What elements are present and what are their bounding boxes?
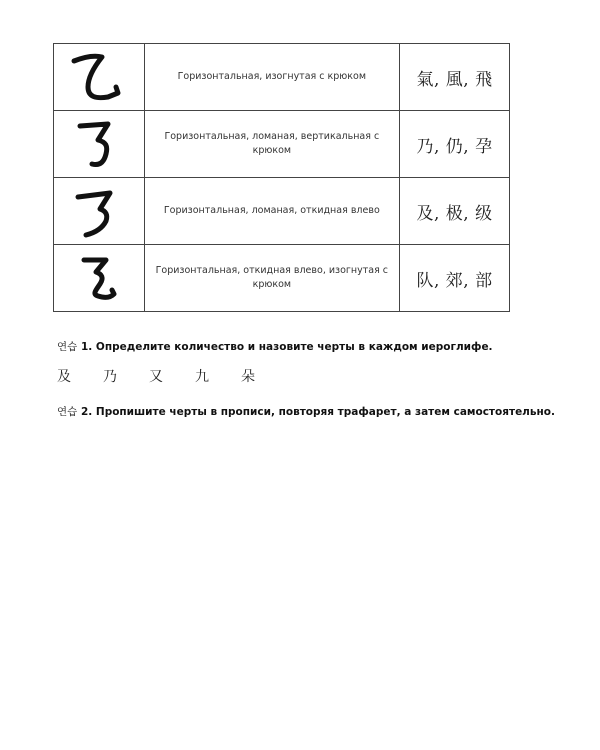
stroke-table bbox=[53, 43, 510, 312]
exercise-1-instruction bbox=[57, 339, 493, 354]
exercise-prefix: 연습 bbox=[57, 341, 78, 353]
exercise-prefix: 연습 bbox=[57, 406, 78, 418]
horizontal-left-falling-curved-hook-stroke-icon bbox=[64, 248, 134, 308]
horizontal-curved-hook-stroke-icon bbox=[64, 47, 134, 107]
stroke-description: Горизонтальная, ломаная, вертикальная с крюком bbox=[144, 111, 399, 178]
stroke-description: Горизонтальная, откидная влево, изогнутая с крюком bbox=[144, 245, 399, 312]
example-characters: 队, 郊, 部 bbox=[400, 245, 510, 312]
stroke-cell bbox=[54, 111, 145, 178]
exercise-2-instruction bbox=[57, 404, 555, 419]
exercise-text: 2. Пропишите черты в прописи, повторяя трафарет, а затем самостоятельно. bbox=[80, 406, 555, 418]
exercise-1-characters bbox=[57, 366, 287, 386]
character: 乃 bbox=[103, 369, 117, 385]
stroke-description: Горизонтальная, ломаная, откидная влево bbox=[144, 178, 399, 245]
character: 及 bbox=[57, 369, 71, 385]
horizontal-broken-left-falling-stroke-icon bbox=[64, 181, 134, 241]
table-row bbox=[54, 111, 510, 178]
table-row bbox=[54, 245, 510, 312]
example-characters: 乃, 仍, 孕 bbox=[400, 111, 510, 178]
exercise-text: 1. Определите количество и назовите черты в каждом иероглифе. bbox=[80, 341, 493, 353]
stroke-description: Горизонтальная, изогнутая с крюком bbox=[144, 44, 399, 111]
horizontal-broken-vertical-hook-stroke-icon bbox=[64, 114, 134, 174]
stroke-cell bbox=[54, 178, 145, 245]
character: 又 bbox=[149, 369, 163, 385]
table-row bbox=[54, 178, 510, 245]
stroke-cell bbox=[54, 44, 145, 111]
character: 朵 bbox=[241, 369, 255, 385]
example-characters: 氣, 風, 飛 bbox=[400, 44, 510, 111]
character: 九 bbox=[195, 369, 209, 385]
stroke-cell bbox=[54, 245, 145, 312]
table-row bbox=[54, 44, 510, 111]
example-characters: 及, 极, 级 bbox=[400, 178, 510, 245]
